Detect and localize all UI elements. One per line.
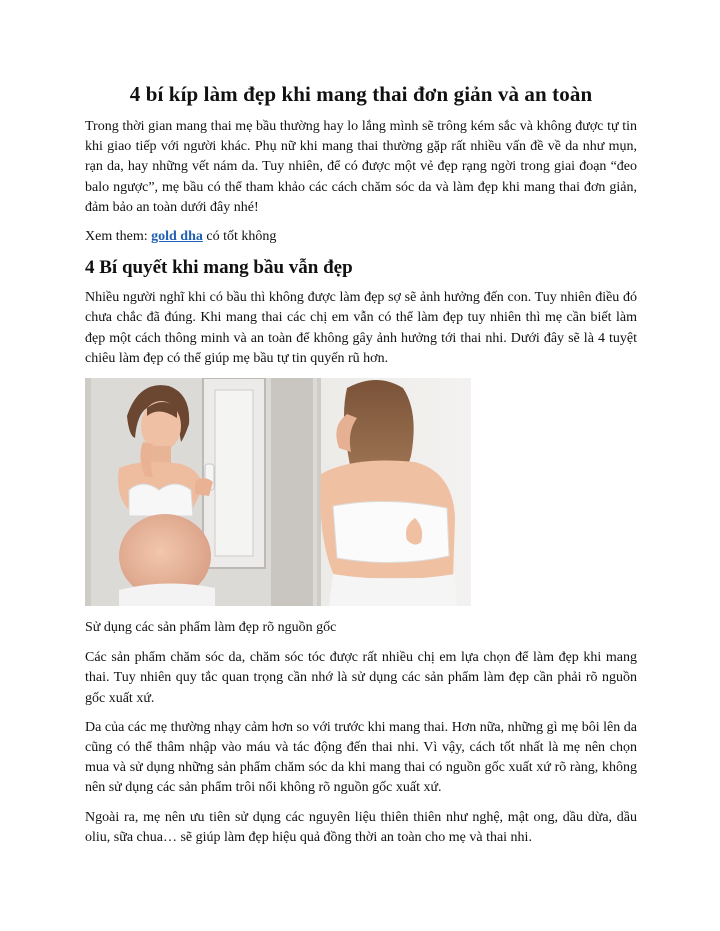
paragraph-natural-ingredients: Ngoài ra, mẹ nên ưu tiên sử dụng các nguyên liệu thiên thiên như nghệ, mật ong, dầu dừa, dầu oliu, sữa chua… sẽ giúp làm đẹp hiệu quả đồng thời an toàn cho mẹ và thai nhi.	[85, 809, 637, 845]
photo-illustration	[85, 378, 471, 606]
paragraph-products: Các sản phẩm chăm sóc da, chăm sóc tóc được rất nhiều chị em lựa chọn để làm đẹp khi mang thai. Tuy nhiên quy tắc quan trọng cần nhớ là sử dụng các sản phẩm làm đẹp cần phải rõ nguồn gốc xuất xứ.	[85, 650, 637, 706]
see-more-suffix: có tốt không	[202, 229, 277, 245]
paragraph-sensitive-skin: Da của các mẹ thường nhạy cảm hơn so với trước khi mang thai. Hơn nữa, những gì mẹ bôi lên da cũng có thể thâm nhập vào máu và tác động đến thai nhi. Vì vậy, cách tốt nhất là mẹ nên chọn mua và sử dụng những sản phẩm chăm sóc da khi mang thai có nguồn gốc xuất xứ rõ ràng, không nên sử dụng các sản phẩm trôi nổi không rõ nguồn gốc xuất xứ.	[85, 719, 637, 796]
section-intro-paragraph: Nhiều người nghĩ khi có bầu thì không được làm đẹp sợ sẽ ảnh hưởng đến con. Tuy nhiên điều đó chưa chắc đã đúng. Khi mang thai các chị em vẫn có thể làm đẹp tuy nhiên thì mẹ cần biết làm đẹp một cách thông minh và an toàn để không gây ảnh hưởng tới thai nhi. Dưới đây sẽ là 4 tuyệt chiêu làm đẹp có thể giúp mẹ bầu tự tin quyến rũ hơn.	[85, 290, 637, 366]
see-more-line	[85, 227, 637, 247]
intro-paragraph: Trong thời gian mang thai mẹ bầu thường hay lo lắng mình sẽ trông kém sắc và không được tự tin khi giao tiếp với người khác. Phụ nữ khi mang thai thường gặp rất nhiều vấn đề về da như mụn, rạn da, hay những vết nám da. Tuy nhiên, để có được một vẻ đẹp rạng ngời trong giai đoạn “đeo balo ngược”, mẹ bầu có thể tham khảo các cách chăm sóc da và làm đẹp khi mang thai đơn giản, đảm bảo an toàn dưới đây nhé!	[85, 119, 637, 215]
image-caption: Sử dụng các sản phẩm làm đẹp rõ nguồn gốc	[85, 620, 337, 636]
gold-dha-link[interactable]: gold dha	[151, 229, 203, 245]
section-heading: 4 Bí quyết khi mang bầu vẫn đẹp	[85, 257, 353, 279]
see-more-prefix: Xem them:	[85, 229, 152, 245]
page-title: 4 bí kíp làm đẹp khi mang thai đơn giản và an toàn	[129, 82, 593, 106]
document-page	[85, 80, 637, 857]
pregnant-woman-mirror-photo	[85, 378, 471, 606]
